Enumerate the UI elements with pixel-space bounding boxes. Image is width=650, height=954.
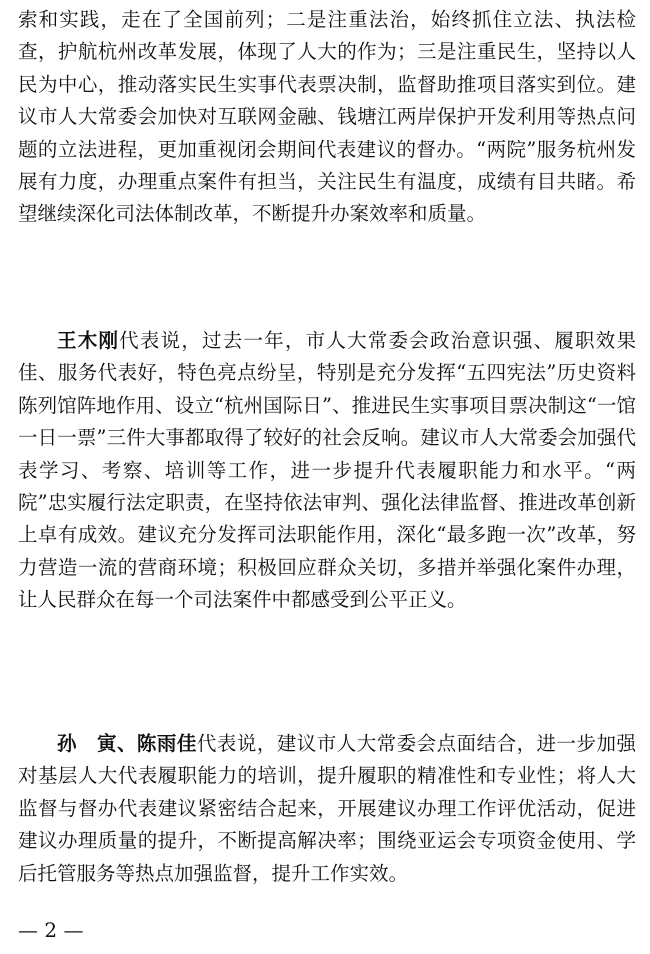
page-number: — 2 —: [18, 918, 84, 942]
speaker-name: 王木刚: [57, 329, 120, 352]
paragraph-text: 代表说，建议市人大常委会点面结合，进一步加强对基层人大代表履职能力的培训，提升履职的精准性和专业性；将人大监督与督办代表建议紧密结合起来，开展建议办理工作评优活动，促进建议办理质量的提升，不断提高解决率；围绕亚运会专项资金使用、学后托管服务等热点加强监督，提升工作实效。: [18, 732, 636, 885]
paragraph-text: 索和实践，走在了全国前列；二是注重法治，始终抓住立法、执法检查，护航杭州改革发展，体现了人大的作为；三是注重民生，坚持以人民为中心，推动落实民生实事代表票决制，监督助推项目落实到位。建议市人大常委会加快对互联网金融、钱塘江两岸保护开发利用等热点问题的立法进程，更加重视闭会期间代表建议的督办。“两院”服务杭州发展有力度，办理重点案件有担当，关注民生有温度，成绩有目共睹。希望继续深化司法体制改革，不断提升办案效率和质量。: [18, 8, 636, 226]
paragraph-text: 代表说，过去一年，市人大常委会政治意识强、履职效果佳、服务代表好，特色亮点纷呈，特别是充分发挥“五四宪法”历史资料陈列馆阵地作用、设立“杭州国际日”、推进民生实事项目票决制这“一馆一日一票”三件大事都取得了较好的社会反响。建议市人大常委会加强代表学习、考察、培训等工作，进一步提升代表履职能力和水平。“两院”忠实履行法定职责，在坚持依法审判、强化法律监督、推进改革创新上卓有成效。建议充分发挥司法职能作用，深化“最多跑一次”改革，努力营造一流的营商环境；积极回应群众关切，多措并举强化案件办理，让人民群众在每一个司法案件中都感受到公平正义。: [18, 329, 636, 612]
paragraph-sun-yin-chen-yujia: [0, 728, 650, 890]
paragraph-continuation: [0, 4, 650, 231]
speaker-name: 孙 寅、陈雨佳: [57, 732, 197, 755]
paragraph-wang-mugang: [0, 325, 650, 617]
